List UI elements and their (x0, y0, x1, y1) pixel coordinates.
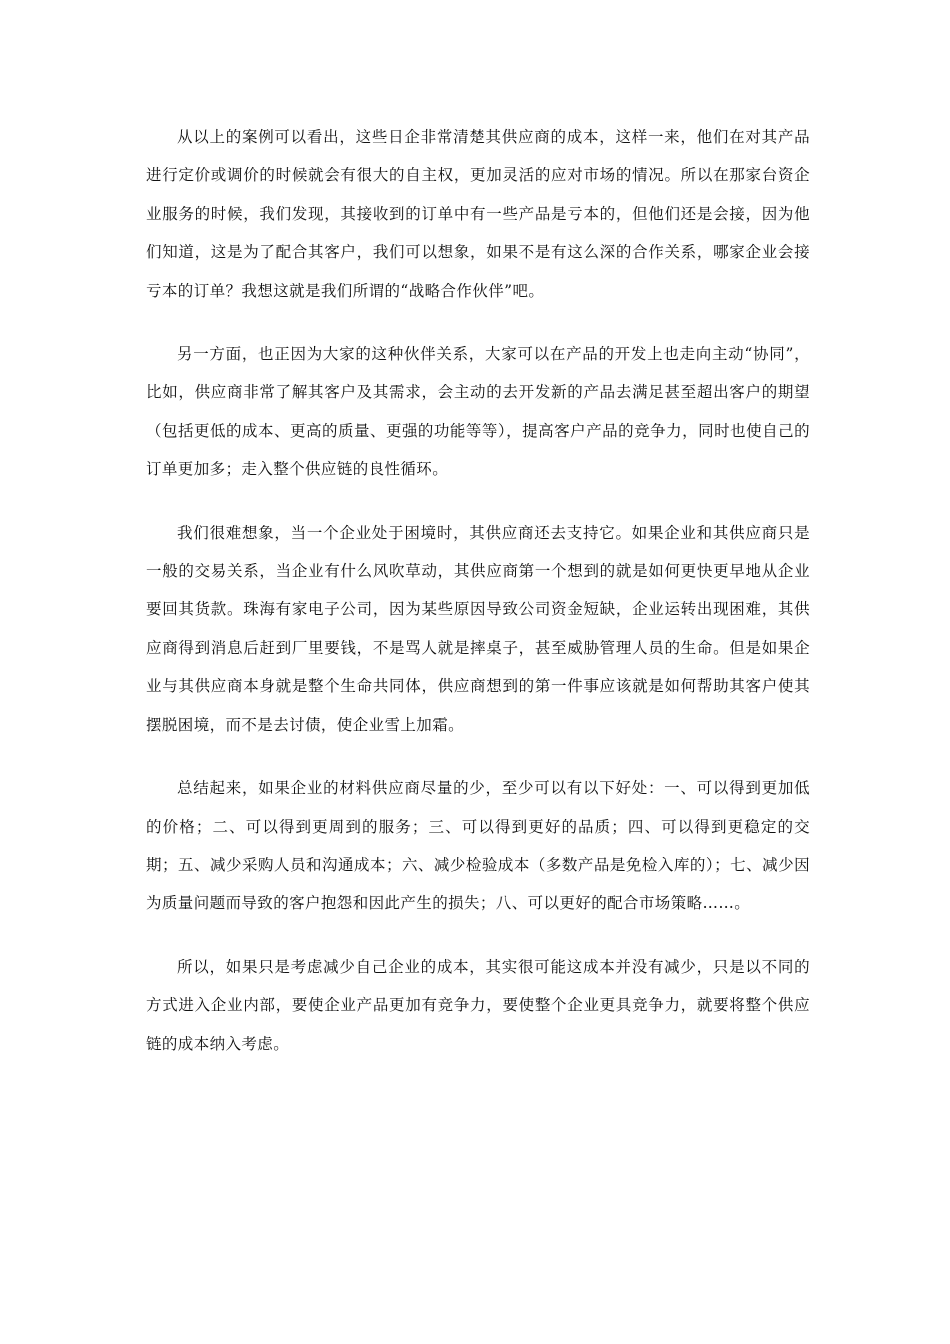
paragraph-1: 从以上的案例可以看出，这些日企非常清楚其供应商的成本，这样一来，他们在对其产品进行定价或调价的时候就会有很大的自主权，更加灵活的应对市场的情况。所以在那家台资企业服务的时候，我们发现，其接收到的订单中有一些产品是亏本的，但他们还是会接，因为他们知道，这是为了配合其客户，我们可以想象，如果不是有这么深的合作关系，哪家企业会接亏本的订单？我想这就是我们所谓的“战略合作伙伴”吧。 (146, 128, 810, 300)
paragraph-3: 我们很难想象，当一个企业处于困境时，其供应商还去支持它。如果企业和其供应商只是一般的交易关系，当企业有什么风吹草动，其供应商第一个想到的就是如何更快更早地从企业要回其货款。珠海有家电子公司，因为某些原因导致公司资金短缺，企业运转出现困难，其供应商得到消息后赶到厂里要钱，不是骂人就是摔桌子，甚至威胁管理人员的生命。但是如果企业与其供应商本身就是整个生命共同体，供应商想到的第一件事应该就是如何帮助其客户使其摆脱困境，而不是去讨债，使企业雪上加霜。 (146, 523, 810, 734)
paragraph-2: 另一方面，也正因为大家的这种伙伴关系，大家可以在产品的开发上也走向主动“协同”，比如，供应商非常了解其客户及其需求，会主动的去开发新的产品去满足甚至超出客户的期望（包括更低的成本、更高的质量、更强的功能等等），提高客户产品的竞争力，同时也使自己的订单更加多；走入整个供应链的良性循环。 (146, 345, 810, 479)
document-body (146, 118, 810, 1088)
paragraph-5: 所以，如果只是考虑减少自己企业的成本，其实很可能这成本并没有减少，只是以不同的方式进入企业内部，要使企业产品更加有竞争力，要使整个企业更具竞争力，就要将整个供应链的成本纳入考虑。 (146, 957, 810, 1053)
paragraph-4: 总结起来，如果企业的材料供应商尽量的少，至少可以有以下好处：一、可以得到更加低的价格；二、可以得到更周到的服务；三、可以得到更好的品质；四、可以得到更稳定的交期；五、减少采购人员和沟通成本；六、减少检验成本（多数产品是免检入库的）；七、减少因为质量问题而导致的客户抱怨和因此产生的损失；八、可以更好的配合市场策略……。 (146, 779, 810, 913)
